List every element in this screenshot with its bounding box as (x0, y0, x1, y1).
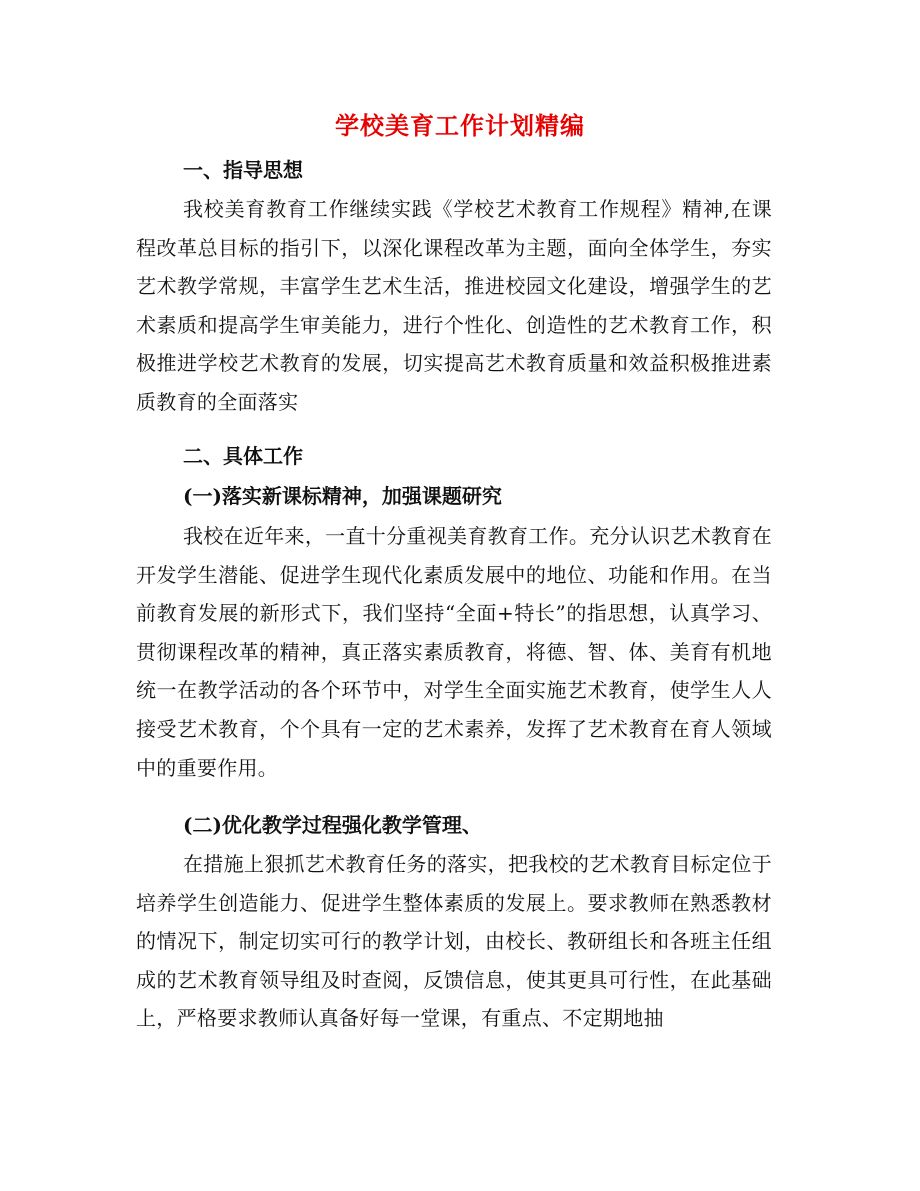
subsection-heading-new-curriculum: (一)落实新课标精神，加强课题研究 (183, 484, 502, 508)
paragraph-teaching-process: 在措施上狠抓艺术教育任务的落实，把我校的艺术教育目标定位于培养学生创造能力、促进学生整体素质的发展上。要求教师在熟悉教材的情况下，制定切实可行的教学计划，由校长、教研组长和各班主任组成的艺术教育领导组及时查阅，反馈信息，使其更具可行性，在此基础上，严格要求教师认真备好每一堂课，有重点、不定期地抽 (136, 852, 772, 1031)
document-title: 学校美育工作计划精编 (335, 111, 585, 140)
paragraph-new-curriculum: 我校在近年来，一直十分重视美育教育工作。充分认识艺术教育在开发学生潜能、促进学生现代化素质发展中的地位、功能和作用。在当前教育发展的新形式下，我们坚持“全面+特长”的指思想，认真学习、贯彻课程改革的精神，真正落实素质教育，将德、智、体、美育有机地统一在教学活动的各个环节中，对学生全面实施艺术教育，使学生人人接受艺术教育，个个具有一定的艺术素养，发挥了艺术教育在育人领域中的重要作用。 (136, 524, 772, 780)
subsection-heading-teaching-process: (二)优化教学过程强化教学管理、 (183, 813, 482, 837)
section-heading-specific-work: 二、具体工作 (183, 444, 303, 468)
section-heading-guiding-ideology: 一、指导思想 (183, 158, 303, 182)
paragraph-guiding-ideology: 我校美育教育工作继续实践《学校艺术教育工作规程》精神,在课程改革总目标的指引下，以深化课程改革为主题，面向全体学生，夯实艺术教学常规，丰富学生艺术生活，推进校园文化建设，增强学生的艺术素质和提高学生审美能力，进行个性化、创造性的艺术教育工作，积极推进学校艺术教育的发展，切实提高艺术教育质量和效益积极推进素质教育的全面落实 (136, 197, 772, 414)
